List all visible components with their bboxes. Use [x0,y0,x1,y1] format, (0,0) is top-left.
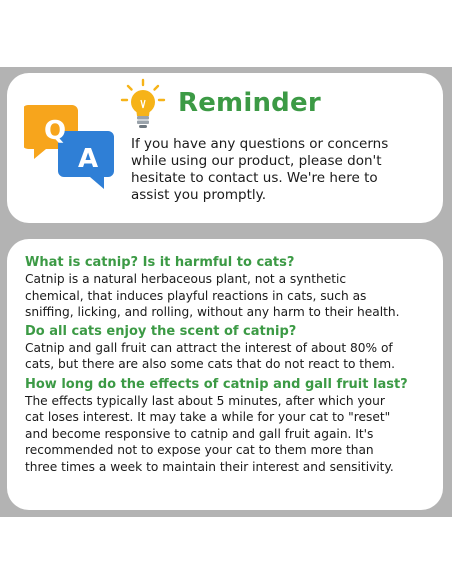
faq-answer [25,393,445,476]
faq-answer-line: and become responsive to catnip and gall fruit again. It's [25,426,374,441]
faq-answer-line: Catnip and gall fruit can attract the interest of about 80% of [25,340,393,355]
qa-icon-q: Q [44,116,67,146]
reminder-line: while using our product, please don't [131,153,382,169]
faq-answer [25,271,445,321]
faq-answer-line: cats, but there are also some cats that do not react to them. [25,357,396,371]
faq-answer-line: The effects typically last about 5 minutes, after which your [25,393,385,408]
lightbulb-icon [120,78,166,130]
reminder-line: hesitate to contact us. We're here to [131,170,378,186]
faq-answer-line: three times a week to maintain their interest and sensitivity. [25,459,394,474]
reminder-line: If you have any questions or concerns [131,136,389,152]
faq-question: Do all cats enjoy the scent of catnip? [25,323,297,339]
faq-answer-line: chemical, that induces playful reactions in cats, such as [25,288,367,303]
reminder-title: Reminder [178,88,321,118]
reminder-message [131,136,431,204]
qa-icon [24,101,116,189]
faq-list [25,254,445,475]
qa-icon-a: A [78,144,99,174]
faq-question: What is catnip? Is it harmful to cats? [25,255,295,270]
faq-answer-line: cat loses interest. It may take a while for your cat to "reset" [25,410,391,424]
faq-answer [25,340,445,373]
faq-question: How long do the effects of catnip and gall fruit last? [25,376,408,392]
reminder-line: assist you promptly. [131,187,267,203]
faq-answer-line: Catnip is a natural herbaceous plant, not a synthetic [25,272,347,286]
faq-answer-line: sniffing, licking, and rolling, without any harm to their health. [25,305,400,319]
faq-answer-line: recommended not to expose your cat to them more than [25,443,374,457]
